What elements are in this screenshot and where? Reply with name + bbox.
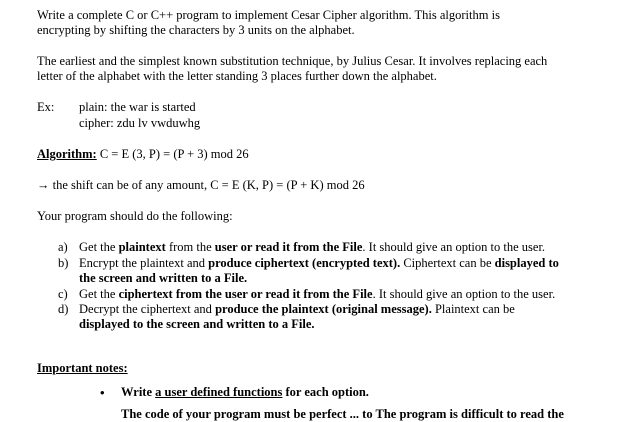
list-item-text <box>79 287 555 302</box>
text-run-bold: user or read it from the File <box>214 240 363 254</box>
text-run-bold: displayed to <box>494 256 559 270</box>
program-intro: Your program should do the following: <box>37 209 233 223</box>
text-run: Decrypt the ciphertext and <box>79 302 216 316</box>
list-item-text <box>79 256 559 271</box>
description-line-2: letter of the alphabet with the letter standing 3 places further down the alphabet. <box>37 69 437 83</box>
algorithm-label: Algorithm: <box>37 147 97 161</box>
text-run: . It should give an option to the user. <box>372 287 556 301</box>
text-run: Get the <box>79 240 119 254</box>
list-item-text <box>79 240 545 255</box>
text-run: from the <box>165 240 215 254</box>
list-item-text: the screen and written to a File. <box>79 271 248 285</box>
text-run: Ciphertext can be <box>400 256 495 270</box>
example-label: Ex: <box>37 100 55 114</box>
bullet-text <box>121 385 369 400</box>
list-item-letter: c) <box>58 287 68 301</box>
list-item-text: displayed to the screen and written to a File. <box>79 317 315 331</box>
text-run: Plaintext can be <box>431 302 515 316</box>
description-line-1: The earliest and the simplest known substitution technique, by Julius Cesar. It involves replacing each <box>37 54 548 68</box>
text-run-bold: produce the plaintext (original message). <box>215 302 432 316</box>
list-item-letter: a) <box>58 240 68 254</box>
text-run-bold: plaintext <box>118 240 166 254</box>
list-item-letter: b) <box>58 256 69 270</box>
notes-bullet-2-partial: The code of your program must be perfect ... to The program is difficult to read the <box>121 407 564 421</box>
intro-line-2: encrypting by shifting the characters by 3 units on the alphabet. <box>37 23 355 37</box>
list-item-text <box>79 302 515 317</box>
bullet-icon: • <box>100 385 105 400</box>
example-plain: plain: the war is started <box>79 100 196 114</box>
list-item-letter: d) <box>58 302 69 316</box>
text-run: Encrypt the plaintext and <box>79 256 209 270</box>
text-run: . It should give an option to the user. <box>362 240 546 254</box>
intro-line-1: Write a complete C or C++ program to implement Cesar Cipher algorithm. This algorithm is <box>37 8 500 22</box>
algorithm-row <box>37 147 249 162</box>
notes-heading: Important notes: <box>37 361 128 375</box>
text-run: Write <box>121 385 156 399</box>
algorithm-formula: C = E (3, P) = (P + 3) mod 26 <box>96 147 249 161</box>
example-cipher: cipher: zdu lv vwduwhg <box>79 116 201 130</box>
text-run: Get the <box>79 287 119 301</box>
text-run-bold: ciphertext from the user or read it from the File <box>118 287 373 301</box>
shift-note: → the shift can be of any amount, C = E (K, P) = (P + K) mod 26 <box>37 178 365 192</box>
text-run: for each option. <box>282 385 369 399</box>
text-run-underlined: a user defined functions <box>155 385 283 399</box>
text-run-bold: produce ciphertext (encrypted text). <box>208 256 401 270</box>
